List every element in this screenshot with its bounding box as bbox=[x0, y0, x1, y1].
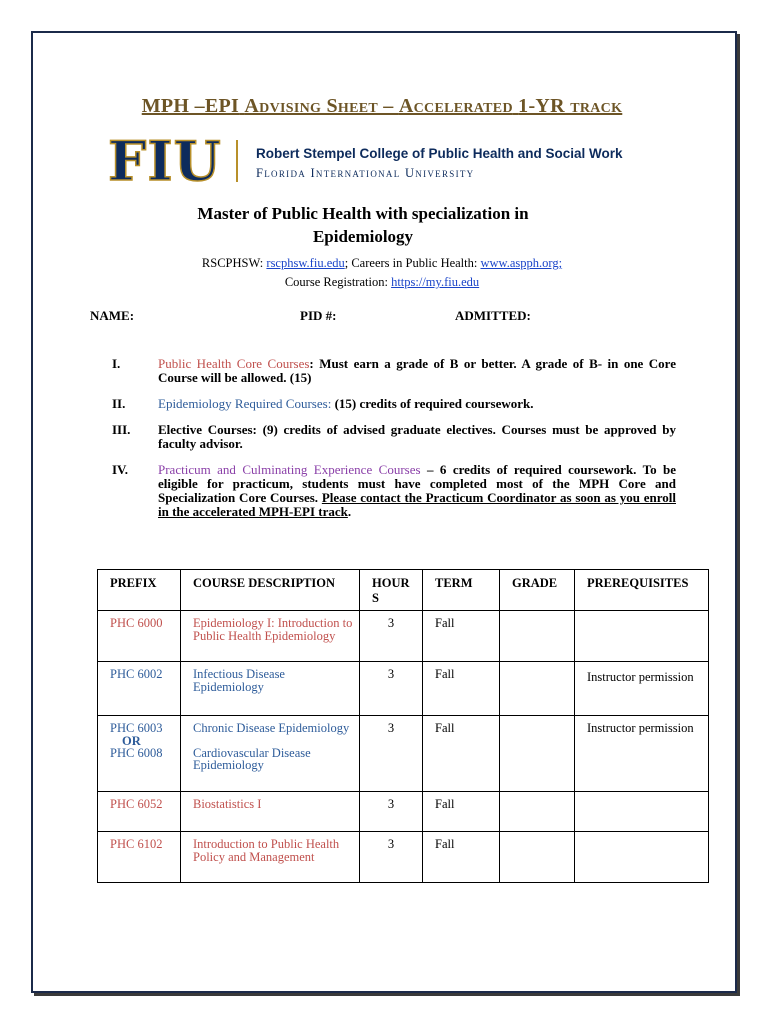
requirement-epi bbox=[112, 397, 676, 411]
requirement-text: Elective Courses: (9) credits of advised graduate electives. Courses must be approved by faculty advisor. bbox=[158, 422, 676, 451]
cell-hours: 3 bbox=[360, 792, 423, 832]
column-header-term: TERM bbox=[423, 570, 500, 611]
table-row bbox=[98, 662, 709, 716]
rscphsw-label: RSCPHSW: bbox=[201, 256, 267, 270]
requirement-text: : Must earn a grade of B or better. A grade of B- in one Core Course will be allowed. (15) bbox=[158, 356, 676, 385]
requirement-text: – 6 credits of required coursework. To be eligible for practicum, students must have completed most of the MPH Core and Specialization Core Courses. bbox=[158, 462, 677, 505]
logo-divider bbox=[236, 140, 238, 182]
cell-description bbox=[181, 716, 360, 792]
name-field-label: NAME: bbox=[90, 308, 135, 323]
description-option-b: Cardiovascular Disease Epidemiology bbox=[193, 745, 311, 772]
requirement-number: III. bbox=[112, 422, 131, 437]
table-header-row bbox=[98, 570, 709, 611]
admitted-field-label: ADMITTED: bbox=[455, 308, 531, 323]
program-title bbox=[100, 202, 626, 248]
requirement-heading: Epidemiology Required Courses: bbox=[158, 396, 332, 411]
cell-term: Fall bbox=[423, 611, 500, 662]
practicum-contact-note: Please contact the Practicum Coordinator as soon as you enroll in the accelerated MPH-EPI track bbox=[158, 490, 677, 519]
title-track: 1-YR track bbox=[518, 95, 623, 117]
cell-term: Fall bbox=[423, 716, 500, 792]
links-line1 bbox=[62, 254, 702, 273]
cell-prefix: PHC 6052 bbox=[98, 792, 181, 832]
cell-prefix: PHC 6102 bbox=[98, 832, 181, 883]
requirement-number: I. bbox=[112, 356, 121, 371]
requirement-number: IV. bbox=[112, 462, 129, 477]
requirement-heading: Practicum and Culminating Experience Courses bbox=[158, 462, 421, 477]
cell-prefix: PHC 6002 bbox=[98, 662, 181, 716]
cell-grade bbox=[500, 662, 575, 716]
requirement-end: . bbox=[347, 504, 352, 519]
fiu-logo bbox=[108, 129, 688, 193]
logo-college-name: Robert Stempel College of Public Health and Social Work bbox=[256, 146, 623, 161]
requirements-list bbox=[112, 357, 676, 530]
cell-term: Fall bbox=[423, 832, 500, 883]
logo-university-name: Florida International University bbox=[256, 166, 475, 180]
column-header-prefix: PREFIX bbox=[98, 570, 181, 611]
requirement-text: (15) credits of required coursework. bbox=[331, 396, 534, 411]
table-row bbox=[98, 832, 709, 883]
cell-grade bbox=[500, 716, 575, 792]
cell-prerequisites: Instructor permission bbox=[575, 662, 709, 716]
requirement-electives bbox=[112, 423, 676, 451]
title-dash: – bbox=[378, 95, 399, 117]
resource-links bbox=[62, 254, 702, 292]
registration-label: Course Registration: bbox=[284, 275, 392, 289]
cell-grade bbox=[500, 611, 575, 662]
column-header-hours: HOUR S bbox=[360, 570, 423, 611]
cell-grade bbox=[500, 832, 575, 883]
requirement-heading: Public Health Core Courses bbox=[158, 356, 310, 371]
program-title-line2: Epidemiology bbox=[312, 227, 414, 246]
cell-prefix bbox=[98, 716, 181, 792]
title-accelerated: Accelerated bbox=[398, 95, 513, 117]
requirement-number: II. bbox=[112, 396, 126, 411]
cell-grade bbox=[500, 792, 575, 832]
cell-hours: 3 bbox=[360, 832, 423, 883]
course-table bbox=[97, 569, 709, 883]
cell-term: Fall bbox=[423, 792, 500, 832]
table-row bbox=[98, 716, 709, 792]
careers-label: ; Careers in Public Health: bbox=[344, 256, 481, 270]
table-row bbox=[98, 792, 709, 832]
fiu-logo-mark: FIU bbox=[108, 129, 222, 193]
column-header-grade: GRADE bbox=[500, 570, 575, 611]
cell-prerequisites bbox=[575, 611, 709, 662]
cell-prerequisites bbox=[575, 832, 709, 883]
links-line2 bbox=[62, 273, 702, 292]
description-option-a: Chronic Disease Epidemiology bbox=[193, 721, 350, 735]
cell-hours: 3 bbox=[360, 662, 423, 716]
table-row bbox=[98, 611, 709, 662]
registration-link[interactable]: https://my.fiu.edu bbox=[391, 275, 480, 289]
cell-hours: 3 bbox=[360, 611, 423, 662]
cell-description: Introduction to Public Health Policy and Management bbox=[181, 832, 360, 883]
aspph-link[interactable]: www.aspph.org; bbox=[480, 256, 563, 270]
cell-description: Epidemiology I: Introduction to Public Health Epidemiology bbox=[181, 611, 360, 662]
cell-prerequisites: Instructor permission bbox=[575, 716, 709, 792]
cell-term: Fall bbox=[423, 662, 500, 716]
title-prefix: MPH –EPI bbox=[141, 95, 240, 117]
rscphsw-link[interactable]: rscphsw.fiu.edu bbox=[266, 256, 345, 270]
pid-field-label: PID #: bbox=[300, 308, 337, 323]
cell-prefix: PHC 6000 bbox=[98, 611, 181, 662]
requirement-practicum bbox=[112, 463, 676, 519]
cell-hours: 3 bbox=[360, 716, 423, 792]
cell-description: Infectious Disease Epidemiology bbox=[181, 662, 360, 716]
prefix-option-a: PHC 6003 bbox=[110, 721, 163, 735]
column-header-description: COURSE DESCRIPTION bbox=[181, 570, 360, 611]
cell-description: Biostatistics I bbox=[181, 792, 360, 832]
page-title bbox=[62, 95, 702, 118]
or-label: OR bbox=[122, 733, 141, 748]
requirement-core bbox=[112, 357, 676, 385]
prefix-option-b: PHC 6008 bbox=[110, 746, 163, 760]
column-header-prerequisites: PREREQUISITES bbox=[575, 570, 709, 611]
title-middle: Advising Sheet bbox=[244, 95, 378, 117]
program-title-line1: Master of Public Health with specialization in bbox=[197, 204, 529, 223]
cell-prerequisites bbox=[575, 792, 709, 832]
